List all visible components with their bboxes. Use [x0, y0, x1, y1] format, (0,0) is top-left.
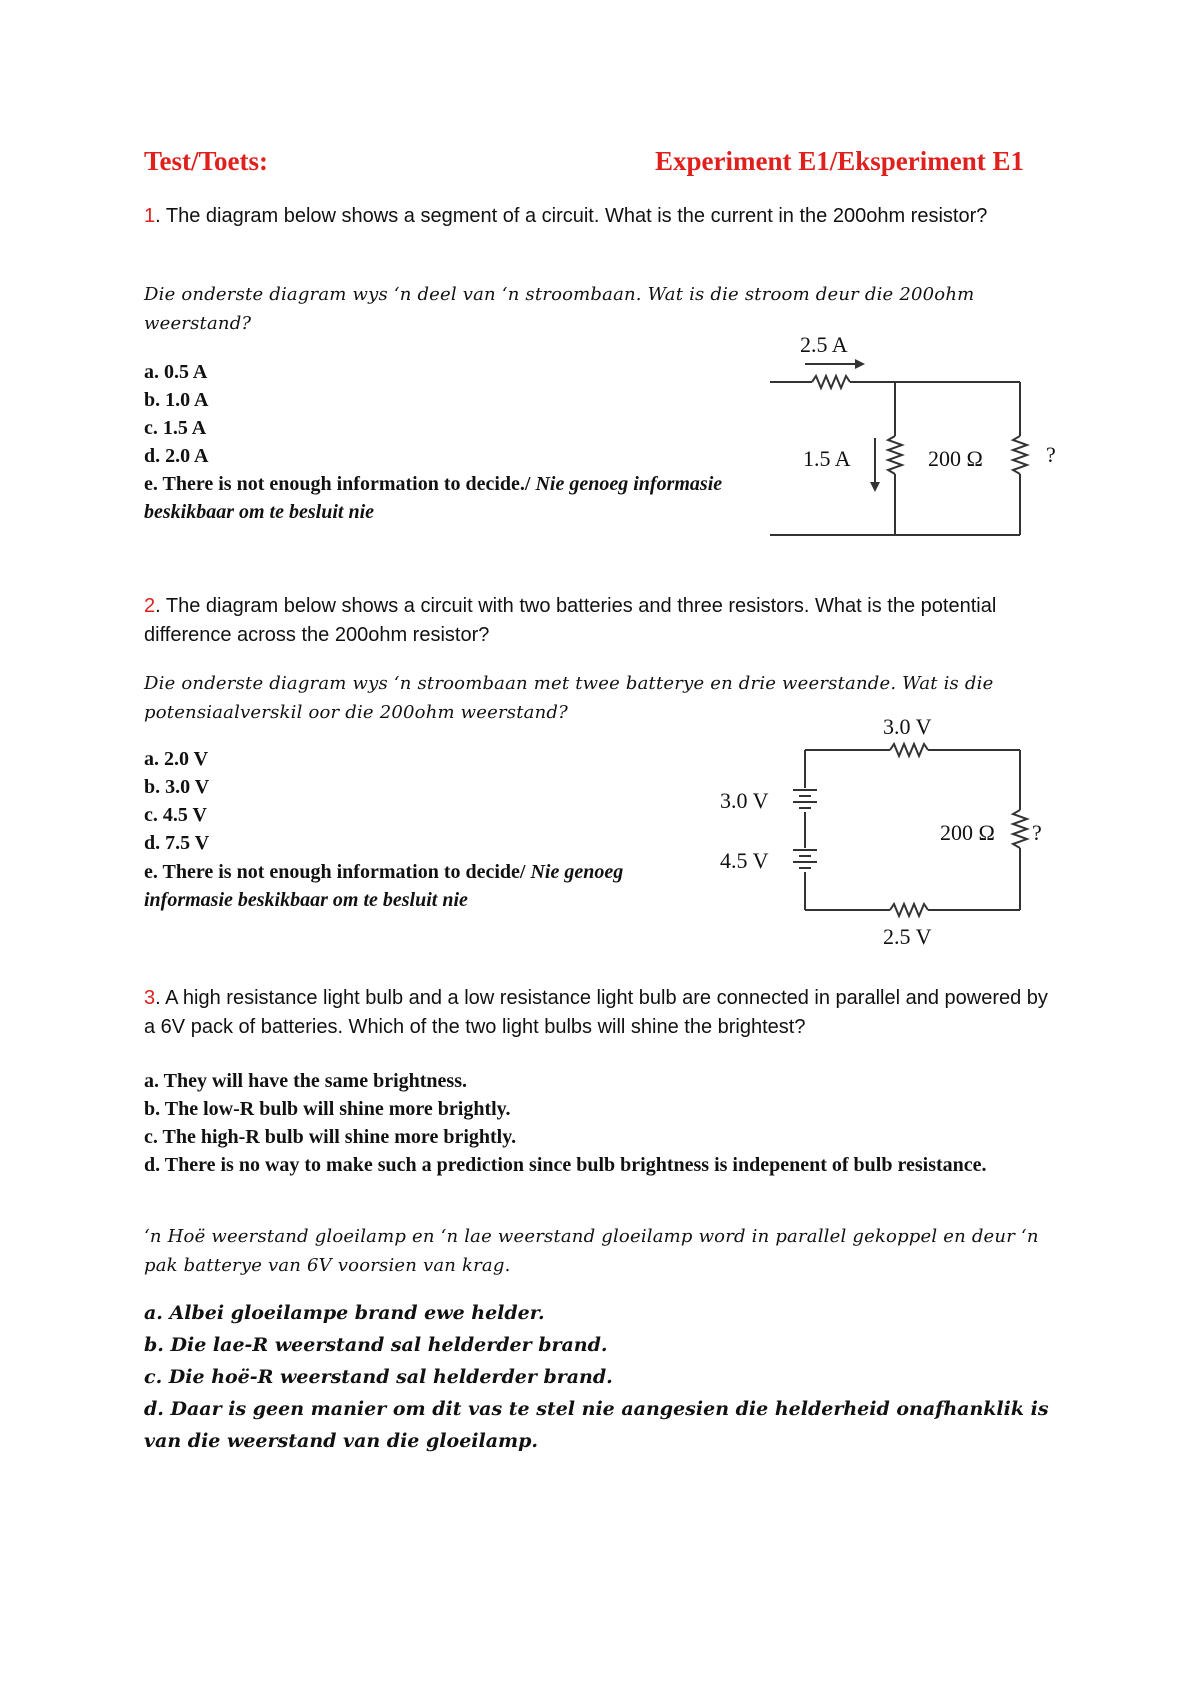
q3-af-option-a: a. Albei gloeilampe brand ewe helder.: [144, 1302, 545, 1324]
q2-label-battery-2: 4.5 V: [720, 848, 769, 873]
q2-afrikaans: Die onderste diagram wys ‘n stroombaan met twee batterye en drie weerstande. Wat is die potensiaalverskil oor die 200ohm weerstand?: [144, 673, 994, 723]
q2-option-d: d. 7.5 V: [144, 832, 210, 854]
q2-option-e-af: Nie genoeg informasie beskikbaar om te besluit nie: [144, 861, 624, 911]
q1-number: 1: [144, 205, 156, 227]
q3-option-d: d. There is no way to make such a prediction since bulb brightness is indepenent of bulb resistance.: [144, 1154, 987, 1176]
q1-question: [144, 202, 1024, 231]
q1-option-a: a. 0.5 A: [144, 361, 208, 383]
q2-bottom-resistor: [890, 904, 928, 916]
q2-option-b: b. 3.0 V: [144, 776, 210, 798]
q2-label-bottom-v: 2.5 V: [883, 924, 932, 949]
q1-option-e-en: e. There is not enough information to decide./: [144, 473, 536, 495]
q2-battery-1: [793, 790, 817, 808]
q2-option-a: a. 2.0 V: [144, 748, 209, 770]
q1-circuit-diagram: [770, 326, 1030, 546]
q1-option-c: c. 1.5 A: [144, 417, 207, 439]
header-title-right: Experiment E1/Eksperiment E1: [655, 146, 1024, 176]
q2-label-top-v: 3.0 V: [883, 714, 932, 739]
q3-text: . A high resistance light bulb and a low resistance light bulb are connected in parallel and powered by a 6V pack of batteries. Which of the two light bulbs will shine the brightest?: [144, 987, 1048, 1038]
q2-option-c: c. 4.5 V: [144, 804, 207, 826]
q1-option-d: d. 2.0 A: [144, 445, 209, 467]
q1-option-e-af: Nie genoeg informasie beskikbaar om te besluit nie: [144, 473, 723, 523]
q3-number: 3: [144, 987, 156, 1009]
q3-af-option-d: d. Daar is geen manier om dit vas te stel nie aangesien die helderheid onafhanklik is van die weerstand van die gloeilamp.: [144, 1398, 1049, 1452]
q3-option-c: c. The high-R bulb will shine more brightly.: [144, 1126, 517, 1148]
q2-option-e: [144, 858, 684, 914]
q2-200-resistor: [1013, 810, 1027, 848]
header-title-left: Test/Toets:: [144, 146, 269, 176]
q2-options: [144, 745, 209, 857]
q1-option-b: b. 1.0 A: [144, 389, 209, 411]
q1-option-e: [144, 470, 744, 526]
q3-options: [144, 1067, 1064, 1179]
q1-arrowhead-top: [855, 359, 865, 369]
q2-question: [144, 592, 1024, 650]
q3-option-a: a. They will have the same brightness.: [144, 1070, 467, 1092]
q2-battery-2: [793, 850, 817, 868]
q1-text: . The diagram below shows a segment of a circuit. What is the current in the 200ohm resistor?: [155, 205, 988, 227]
q2-text: . The diagram below shows a circuit with two batteries and three resistors. What is the potential difference across the 200ohm resistor?: [144, 595, 997, 646]
q1-afrikaans: Die onderste diagram wys ‘n deel van ‘n stroombaan. Wat is die stroom deur die 200ohm weerstand?: [144, 284, 975, 334]
q1-options: [144, 358, 208, 470]
q3-af-options: [144, 1297, 1074, 1457]
q3-question: [144, 984, 1064, 1042]
q2-label-unknown: ?: [1032, 820, 1042, 845]
q2-label-resistor: 200 Ω: [940, 820, 995, 845]
q1-mid-resistor: [888, 436, 902, 474]
q2-option-e-en: e. There is not enough information to decide/: [144, 861, 531, 883]
q2-label-battery-1: 3.0 V: [720, 788, 769, 813]
q1-label-left-current: 1.5 A: [803, 446, 851, 471]
q1-label-unknown: ?: [1046, 442, 1056, 467]
q3-af-option-c: c. Die hoë-R weerstand sal helderder brand.: [144, 1366, 613, 1388]
q3-option-b: b. The low-R bulb will shine more brightly.: [144, 1098, 511, 1120]
q2-circuit-diagram: [720, 710, 1050, 955]
q1-label-resistor: 200 Ω: [928, 446, 983, 471]
q2-number: 2: [144, 595, 156, 617]
q1-label-top-current: 2.5 A: [800, 332, 848, 357]
q3-af-option-b: b. Die lae-R weerstand sal helderder brand.: [144, 1334, 608, 1356]
q1-200-resistor: [1013, 436, 1027, 474]
q1-top-resistor: [812, 376, 850, 388]
q1-arrowhead-left: [870, 482, 880, 492]
q2-top-resistor: [890, 744, 928, 756]
q3-afrikaans: ‘n Hoë weerstand gloeilamp en ‘n lae weerstand gloeilamp word in parallel gekoppel en deur ‘n pak batterye van 6V voorsien van krag.: [144, 1226, 1039, 1276]
